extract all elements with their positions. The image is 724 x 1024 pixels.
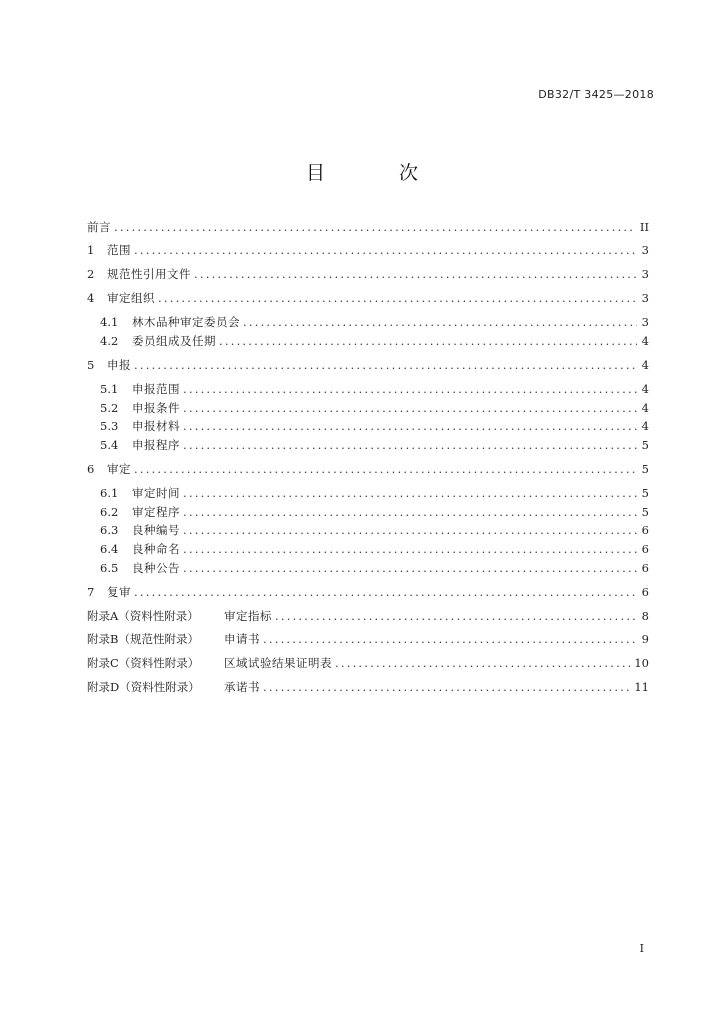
- toc-entry-page: 4: [641, 419, 649, 433]
- toc-entry-4-1[interactable]: [100, 313, 649, 331]
- toc-entry-2[interactable]: [87, 265, 649, 283]
- toc-leader-dots: [183, 380, 637, 398]
- toc-leader-dots: [134, 241, 637, 259]
- toc-entry-label: 申报程序: [132, 438, 180, 452]
- toc-entry-page: 6: [641, 542, 649, 556]
- toc-entry-6-3[interactable]: [100, 521, 649, 539]
- toc-entry-page: 8: [641, 609, 649, 623]
- toc-entry-6-1[interactable]: [100, 484, 649, 502]
- toc-leader-dots: [243, 313, 637, 331]
- toc-entry-6-2[interactable]: [100, 503, 649, 521]
- toc-entry-number: 5: [87, 358, 95, 372]
- toc-entry-number: 4: [87, 291, 95, 305]
- toc-leader-dots: [183, 521, 637, 539]
- toc-entry-label: 申报条件: [132, 401, 180, 415]
- toc-entry-4[interactable]: [87, 289, 649, 307]
- toc-entry-page: 11: [634, 680, 649, 694]
- toc-leader-dots: [183, 436, 637, 454]
- toc-entry-label: 林木品种审定委员会: [132, 315, 240, 329]
- toc-entry-label: 申报: [107, 358, 131, 372]
- toc-entry-label: 审定组织: [107, 291, 155, 305]
- toc-entry-page: 3: [641, 315, 649, 329]
- toc-entry-label: 区域试验结果证明表: [224, 656, 332, 670]
- toc-entry-label: 申报范围: [132, 382, 180, 396]
- toc-entry-label: 良种编号: [132, 523, 180, 537]
- toc-entry-number: 5.3: [100, 419, 119, 433]
- toc-title: 目 次: [305, 162, 453, 184]
- toc-entry-page: 4: [641, 358, 649, 372]
- toc-entry-number: 6.1: [100, 486, 119, 500]
- toc-leader-dots: [134, 460, 637, 478]
- toc-entry-label: 良种公告: [132, 561, 180, 575]
- toc-entry-page: 5: [641, 505, 649, 519]
- toc-entry-page: 6: [641, 523, 649, 537]
- toc-entry-5[interactable]: [87, 356, 649, 374]
- toc-entry-number: 附录C（资料性附录）: [87, 656, 200, 670]
- toc-entry-number: 6: [87, 462, 95, 476]
- toc-leader-dots: [275, 607, 637, 625]
- toc-entry-4-2[interactable]: [100, 332, 649, 350]
- toc-entry-number: 1: [87, 243, 95, 257]
- toc-entry-6[interactable]: [87, 460, 649, 478]
- toc-entry-page: 6: [641, 561, 649, 575]
- toc-entry-appendix-a[interactable]: [87, 607, 649, 625]
- toc-entry-number: 6.2: [100, 505, 119, 519]
- toc-entry-page: 9: [641, 632, 649, 646]
- toc-leader-dots: [219, 332, 637, 350]
- toc-leader-dots: [194, 265, 637, 283]
- toc-entry-page: 4: [641, 401, 649, 415]
- toc-leader-dots: [183, 399, 637, 417]
- toc-entry-number: 6.3: [100, 523, 119, 537]
- toc-entry-number: 4.2: [100, 334, 119, 348]
- toc-entry-label: 承诺书: [224, 680, 260, 694]
- toc-entry-5-1[interactable]: [100, 380, 649, 398]
- toc-entry-number: 附录A（资料性附录）: [87, 609, 199, 623]
- toc-entry-label: 审定: [107, 462, 131, 476]
- toc-entry-number: 5.2: [100, 401, 119, 415]
- toc-entry-page: 6: [641, 585, 649, 599]
- toc-leader-dots: [183, 503, 637, 521]
- toc-entry-5-3[interactable]: [100, 417, 649, 435]
- toc-entry-7[interactable]: [87, 583, 649, 601]
- toc-entry-page: II: [639, 220, 649, 234]
- toc-entry-number: 5.1: [100, 382, 119, 396]
- toc-entry-label: 范围: [107, 243, 131, 257]
- toc-entry-number: 附录B（规范性附录）: [87, 632, 199, 646]
- toc-entry-5-2[interactable]: [100, 399, 649, 417]
- toc-entry-label: 审定指标: [224, 609, 272, 623]
- toc-entry-number: 4.1: [100, 315, 119, 329]
- toc-entry-page: 3: [641, 267, 649, 281]
- toc-leader-dots: [158, 289, 637, 307]
- toc-entry-number: 6.5: [100, 561, 119, 575]
- toc-entry-label: 审定时间: [132, 486, 180, 500]
- toc-entry-label: 申请书: [224, 632, 260, 646]
- toc-leader-dots: [183, 559, 637, 577]
- toc-entry-1[interactable]: [87, 241, 649, 259]
- toc-entry-appendix-d[interactable]: [87, 678, 649, 696]
- toc-entry-number: 6.4: [100, 542, 119, 556]
- toc-entry-label: 良种命名: [132, 542, 180, 556]
- toc-entry-number: 附录D（资料性附录）: [87, 680, 200, 694]
- toc-entry-label: 复审: [107, 585, 131, 599]
- document-code: DB32/T 3425—2018: [538, 88, 654, 101]
- toc-entry-6-5[interactable]: [100, 559, 649, 577]
- toc-leader-dots: [263, 630, 637, 648]
- toc-entry-appendix-b[interactable]: [87, 630, 649, 648]
- toc-leader-dots: [263, 678, 630, 696]
- toc-entry-5-4[interactable]: [100, 436, 649, 454]
- toc-entry-page: 10: [634, 656, 649, 670]
- toc-entry-page: 5: [641, 462, 649, 476]
- toc-entry-6-4[interactable]: [100, 540, 649, 558]
- toc-entry-label: 前言: [87, 220, 111, 234]
- toc-entry-page: 3: [641, 291, 649, 305]
- toc-entry-number: 5.4: [100, 438, 119, 452]
- toc-entry-number: 2: [87, 267, 95, 281]
- toc-entry-page: 3: [641, 243, 649, 257]
- toc-entry-label: 申报材料: [132, 419, 180, 433]
- toc-entry-label: 规范性引用文件: [107, 267, 191, 281]
- page-number: I: [639, 942, 644, 955]
- toc-leader-dots: [335, 654, 630, 672]
- toc-leader-dots: [183, 540, 637, 558]
- toc-leader-dots: [183, 484, 637, 502]
- toc-entry-appendix-c[interactable]: [87, 654, 649, 672]
- toc-entry-page: 5: [641, 486, 649, 500]
- toc-leader-dots: [134, 356, 637, 374]
- toc-entry-page: 4: [641, 334, 649, 348]
- toc-leader-dots: [114, 218, 636, 236]
- toc-entry-label: 审定程序: [132, 505, 180, 519]
- toc-leader-dots: [134, 583, 637, 601]
- toc-entry-foreword[interactable]: [87, 218, 649, 236]
- toc-entry-page: 4: [641, 382, 649, 396]
- toc-leader-dots: [183, 417, 637, 435]
- toc-entry-label: 委员组成及任期: [132, 334, 216, 348]
- toc-entry-number: 7: [87, 585, 95, 599]
- toc-entry-page: 5: [641, 438, 649, 452]
